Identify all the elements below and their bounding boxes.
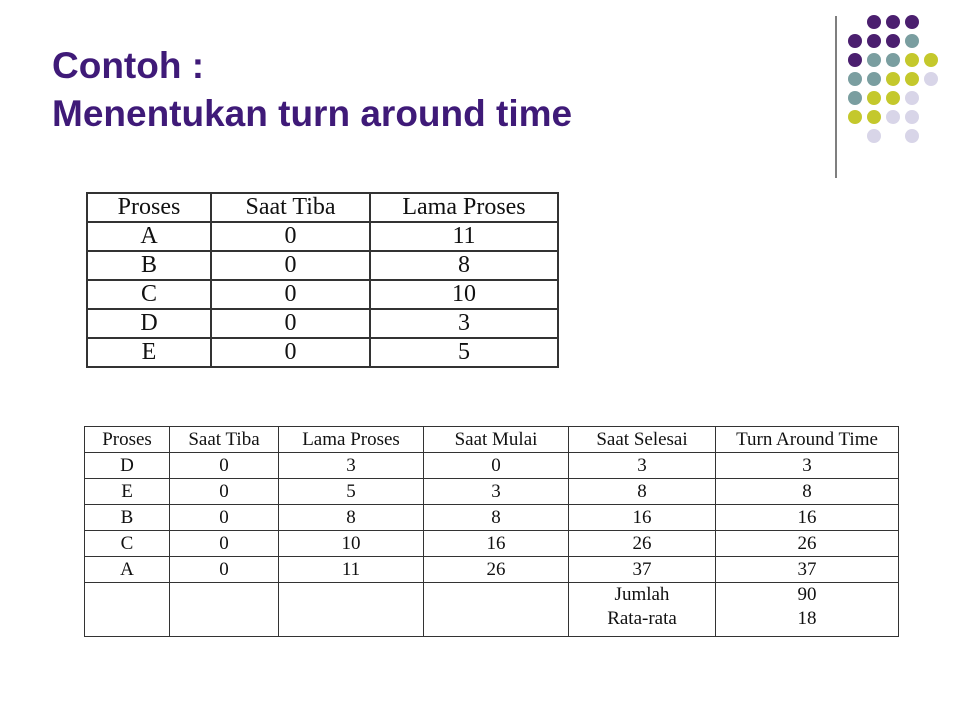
header-proses: Proses [87, 193, 211, 222]
decorative-dot [905, 15, 919, 29]
decorative-dot [867, 110, 881, 124]
table-cell: 10 [279, 531, 424, 557]
table-cell: 37 [569, 557, 716, 583]
decorative-dot [867, 91, 881, 105]
decorative-dot [905, 91, 919, 105]
decorative-dot [848, 34, 862, 48]
table-cell: 0 [211, 280, 370, 309]
decorative-dot [867, 72, 881, 86]
header-saat-tiba: Saat Tiba [170, 427, 279, 453]
table-cell: A [87, 222, 211, 251]
decorative-divider [835, 16, 837, 178]
table-cell: B [87, 251, 211, 280]
table-cell: 8 [370, 251, 558, 280]
table-row [87, 222, 558, 251]
jumlah-label: Jumlah [614, 584, 670, 605]
decorative-dot [886, 91, 900, 105]
header-proses: Proses [85, 427, 170, 453]
empty-cell [170, 583, 279, 637]
turnaround-result-table [84, 426, 899, 637]
table-cell: 0 [211, 338, 370, 367]
decorative-dot [867, 53, 881, 67]
table-row [87, 251, 558, 280]
summary-row [85, 583, 899, 637]
table-cell: 16 [716, 505, 899, 531]
table-cell: 0 [170, 479, 279, 505]
table-cell: 26 [716, 531, 899, 557]
table-row [85, 479, 899, 505]
decorative-dot [924, 53, 938, 67]
table-cell: 0 [170, 531, 279, 557]
decorative-dot [905, 72, 919, 86]
table-cell: B [85, 505, 170, 531]
decorative-dot [905, 110, 919, 124]
table-cell: 0 [211, 251, 370, 280]
table-cell: 3 [569, 453, 716, 479]
header-lama-proses: Lama Proses [370, 193, 558, 222]
decorative-dot [905, 53, 919, 67]
table-row [85, 505, 899, 531]
decorative-dot [867, 129, 881, 143]
table-cell: 3 [424, 479, 569, 505]
table-cell: 16 [424, 531, 569, 557]
title-line-1: Contoh : [52, 45, 205, 86]
table-cell: A [85, 557, 170, 583]
table-cell: 11 [279, 557, 424, 583]
empty-cell [85, 583, 170, 637]
decorative-dot [867, 34, 881, 48]
decorative-dot [848, 53, 862, 67]
table-row [85, 557, 899, 583]
table-cell: 3 [279, 453, 424, 479]
table-cell: C [87, 280, 211, 309]
decorative-dot [886, 34, 900, 48]
decorative-dot [886, 53, 900, 67]
table-header-row [85, 427, 899, 453]
decorative-dot [886, 72, 900, 86]
header-saat-tiba: Saat Tiba [211, 193, 370, 222]
table-row [85, 453, 899, 479]
table-cell: 37 [716, 557, 899, 583]
table-row [87, 309, 558, 338]
table-header-row [87, 193, 558, 222]
table-cell: 26 [424, 557, 569, 583]
table-cell: 5 [279, 479, 424, 505]
table-cell: 0 [424, 453, 569, 479]
table-cell: E [87, 338, 211, 367]
table-cell: 8 [279, 505, 424, 531]
table-cell: 3 [370, 309, 558, 338]
decorative-dot [905, 34, 919, 48]
decorative-dot [905, 129, 919, 143]
table-cell: 0 [170, 557, 279, 583]
table-cell: 8 [424, 505, 569, 531]
table-cell: D [85, 453, 170, 479]
jumlah-value: 90 [797, 584, 817, 605]
summary-labels [569, 583, 716, 637]
decorative-dot [848, 91, 862, 105]
table-row [85, 531, 899, 557]
table-cell: C [85, 531, 170, 557]
decorative-dot [867, 15, 881, 29]
title-line-2: Menentukan turn around time [52, 93, 573, 134]
table-cell: E [85, 479, 170, 505]
rata-rata-value: 18 [797, 608, 817, 629]
header-turn-around-time: Turn Around Time [716, 427, 899, 453]
header-saat-mulai: Saat Mulai [424, 427, 569, 453]
decorative-dot [848, 72, 862, 86]
decorative-dot [886, 110, 900, 124]
table-cell: 0 [170, 453, 279, 479]
table-cell: 11 [370, 222, 558, 251]
summary-values [716, 583, 899, 637]
table-row [87, 338, 558, 367]
table-cell: 8 [569, 479, 716, 505]
table-cell: D [87, 309, 211, 338]
header-lama-proses: Lama Proses [279, 427, 424, 453]
decorative-dot [886, 15, 900, 29]
table-cell: 0 [211, 309, 370, 338]
decorative-dot [848, 110, 862, 124]
header-saat-selesai: Saat Selesai [569, 427, 716, 453]
table-cell: 16 [569, 505, 716, 531]
table-cell: 5 [370, 338, 558, 367]
table-cell: 0 [211, 222, 370, 251]
rata-rata-label: Rata-rata [607, 608, 677, 629]
process-input-table [86, 192, 559, 368]
empty-cell [279, 583, 424, 637]
empty-cell [424, 583, 569, 637]
slide-title [52, 42, 572, 138]
table-cell: 8 [716, 479, 899, 505]
table-cell: 0 [170, 505, 279, 531]
decorative-dot [924, 72, 938, 86]
table-cell: 3 [716, 453, 899, 479]
table-cell: 26 [569, 531, 716, 557]
table-row [87, 280, 558, 309]
table-cell: 10 [370, 280, 558, 309]
